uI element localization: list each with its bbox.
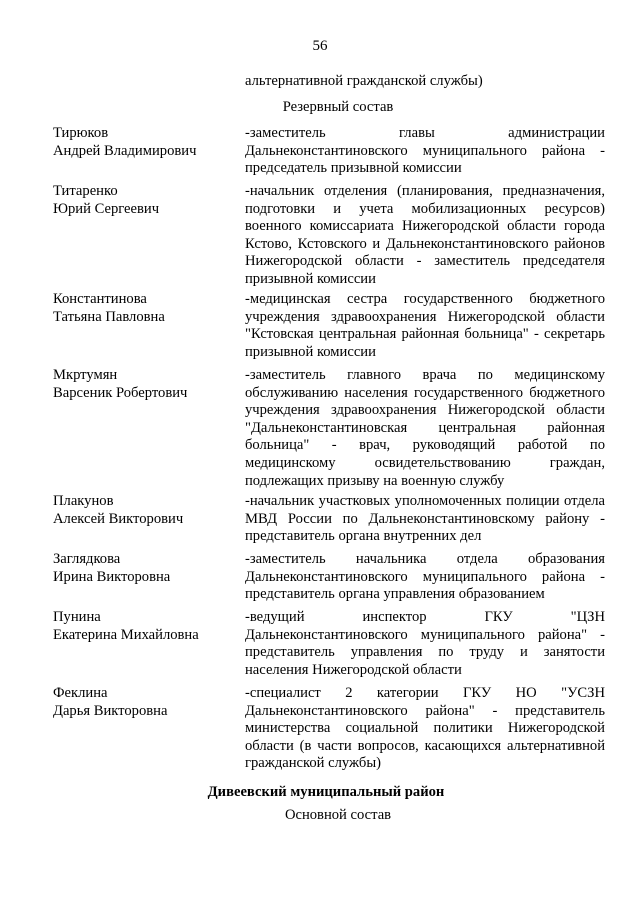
member-name xyxy=(53,291,238,326)
member-role: -ведущий инспектор ГКУ "ЦЗН Дальнеконстантиновского муниципального района" - представитель управления по труду и занятости населения Нижегородской области xyxy=(245,609,605,678)
member-role: -медицинская сестра государственного бюджетного учреждения здравоохранения Нижегородской области "Кстовская центральная районная больница" - секретарь призывной комиссии xyxy=(245,291,605,360)
member-surname: Титаренко xyxy=(53,183,118,199)
member-role: -заместитель начальника отдела образования Дальнеконстантиновского муниципального района - представитель органа управления образованием xyxy=(245,551,605,603)
member-name xyxy=(53,367,238,402)
member-given-names: Алексей Викторович xyxy=(53,510,184,527)
member-surname: Константинова xyxy=(53,291,147,307)
member-name xyxy=(53,685,238,720)
member-given-names: Екатерина Михайловна xyxy=(53,626,199,643)
member-given-names: Андрей Владимирович xyxy=(53,142,197,159)
member-name xyxy=(53,551,238,586)
member-surname: Пунина xyxy=(53,609,101,625)
member-name xyxy=(53,493,238,528)
member-surname: Плакунов xyxy=(53,493,114,509)
member-name xyxy=(53,183,238,218)
member-given-names: Татьяна Павловна xyxy=(53,308,165,325)
carry-over-line: альтернативной гражданской службы) xyxy=(245,73,483,89)
member-given-names: Варсеник Робертович xyxy=(53,384,188,401)
member-name xyxy=(53,609,238,644)
member-surname: Феклина xyxy=(53,685,108,701)
member-given-names: Юрий Сергеевич xyxy=(53,200,160,217)
main-composition-heading: Основной состав xyxy=(284,807,392,823)
member-role: -начальник отделения (планирования, предназначения, подготовки и учета мобилизационных ресурсов) военного комиссариата Нижегородской области города Кстово, Кстовского и Дальнеконстантиновского районов Нижегородской области - заместитель председателя призывной комиссии xyxy=(245,183,605,287)
member-role: -начальник участковых уполномоченных полиции отдела МВД России по Дальнеконстантиновскому району - представитель органа внутренних дел xyxy=(245,493,605,545)
page-number: 56 xyxy=(312,38,328,54)
district-heading: Дивеевский муниципальный район xyxy=(207,784,445,800)
member-name xyxy=(53,125,238,160)
member-surname: Тирюков xyxy=(53,125,109,141)
member-surname: Заглядкова xyxy=(53,551,121,567)
member-role: -заместитель главного врача по медицинскому обслуживанию населения государственного бюджетного учреждения здравоохранения Нижегородской области "Дальнеконстантиновская центральная районная больница" - врач, руководящий работой по медицинскому освидетельствованию граждан, подлежащих призыву на военную службу xyxy=(245,367,605,489)
reserve-composition-heading: Резервный состав xyxy=(282,99,394,115)
member-given-names: Дарья Викторовна xyxy=(53,702,168,719)
member-given-names: Ирина Викторовна xyxy=(53,568,171,585)
member-role: -специалист 2 категории ГКУ НО "УСЗН Дальнеконстантиновского района" - представитель министерства социальной политики Нижегородской области (в части вопросов, касающихся альтернативной гражданской службы) xyxy=(245,685,605,772)
member-role: -заместитель главы администрации Дальнеконстантиновского муниципального района - председатель призывной комиссии xyxy=(245,125,605,177)
member-surname: Мкртумян xyxy=(53,367,118,383)
